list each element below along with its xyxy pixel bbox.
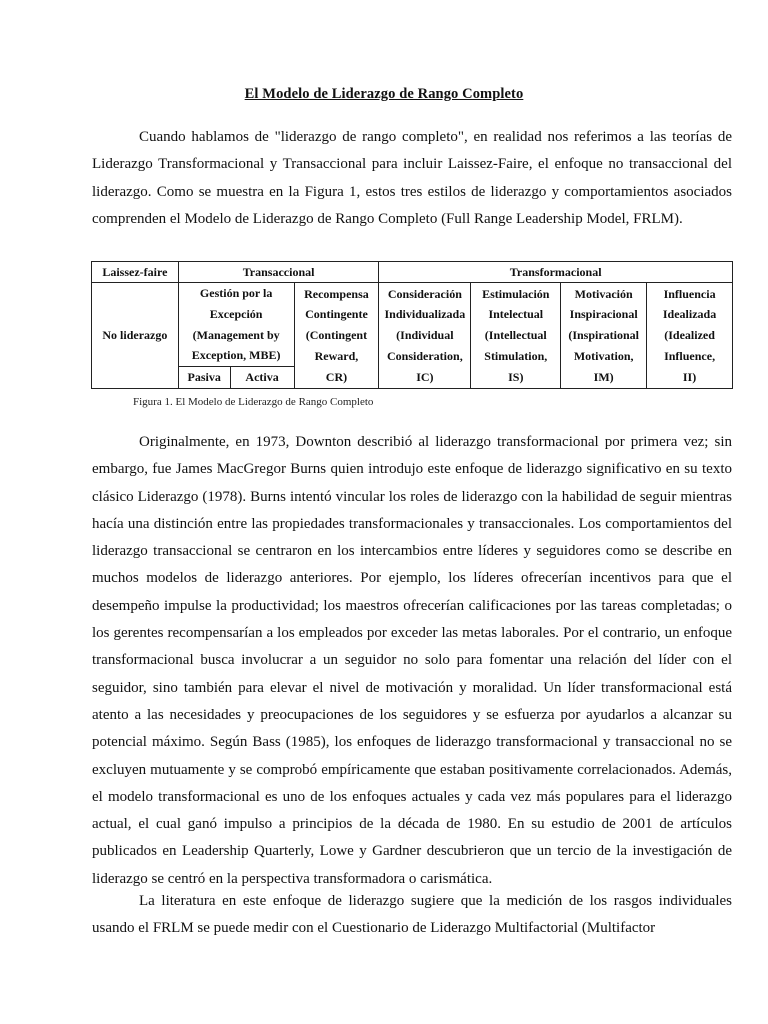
cell-motivacion-inspiracional: Motivación Inspiracional (Inspirational Motivation, IM) xyxy=(561,283,647,389)
cell-consideracion-individualizada: Consideración Individualizada (Individual Consideration, IC) xyxy=(379,283,471,389)
header-transaccional: Transaccional xyxy=(178,262,379,283)
paragraph-history: Originalmente, en 1973, Downton describió al liderazgo transformacional por primera vez; sin embargo, fue James MacGregor Burns quien introdujo este enfoque de liderazgo significativo en su texto clásico Liderazgo (1978). Burns intentó vincular los roles de liderazgo con la habilidad de seguir mientras hacía una distinción entre las propiedades transformacionales y transaccionales. Los comportamientos del liderazgo transaccional se centraron en los intercambios entre líderes y seguidores como se describe en muchos modelos de liderazgo anteriores. Por ejemplo, los líderes ofrecerían incentivos para que el desempeño impulse la productividad; los maestros ofrecerían calificaciones por las tareas completadas; o los gerentes recompensarían a los empleados por exceder las metas laborales. Por el contrario, un enfoque transformacional busca involucrar a un seguidor no solo para fomentar una relación del líder con el seguidor, sino también para elevar el nivel de motivación y moralidad. Un líder transformacional está atento a las necesidades y preocupaciones de los seguidores y se esfuerza por ayudarlos a alcanzar su potencial máximo. Según Bass (1985), los enfoques de liderazgo transformacional y transaccional no se excluyen mutuamente y se comprobó empíricamente que estaban positivamente correlacionados. Además, el modelo transformacional es uno de los enfoques actuales y cada vez más populares para el liderazgo actual, el cual ganó impulso a principios de la década de 1980. En su estudio de 2001 de artículos publicados en Leadership Quarterly, Lowe y Gardner descubrieron que un tercio de la investigación de liderazgo se centró en la perspectiva transformadora o carismática. xyxy=(92,434,732,887)
paragraph-measurement: La literatura en este enfoque de liderazgo sugiere que la medición de los rasgos individuales usando el FRLM se puede medir con el Cuestionario de Liderazgo Multifactorial (Multifactor xyxy=(92,893,732,937)
cell-gestion-excepcion: Gestión por la Excepción (Management by Exception, MBE) xyxy=(178,283,294,367)
frlm-table xyxy=(91,261,733,389)
cell-influencia-idealizada: Influencia Idealizada (Idealized Influence, II) xyxy=(647,283,733,389)
document-title: El Modelo de Liderazgo de Rango Completo xyxy=(244,86,524,102)
cell-estimulacion-intelectual: Estimulación Intelectual (Intellectual Stimulation, IS) xyxy=(471,283,561,389)
header-laissez-faire: Laissez-faire xyxy=(92,262,179,283)
figure-caption: Figura 1. El Modelo de Liderazgo de Rango Completo xyxy=(133,396,374,408)
paragraph-intro: Cuando hablamos de "liderazgo de rango completo", en realidad nos referimos a las teorías de Liderazgo Transformacional y Transaccional para incluir Laissez-Faire, el enfoque no transaccional del liderazgo. Como se muestra en la Figura 1, estos tres estilos de liderazgo y comportamientos asociados comprenden el Modelo de Liderazgo de Rango Completo (Full Range Leadership Model, FRLM). xyxy=(92,129,732,227)
header-transformacional: Transformacional xyxy=(379,262,733,283)
cell-no-liderazgo: No liderazgo xyxy=(92,283,179,389)
cell-recompensa-contingente: Recompensa Contingente (Contingent Reward, CR) xyxy=(294,283,379,389)
cell-activa: Activa xyxy=(230,367,294,389)
cell-pasiva: Pasiva xyxy=(178,367,230,389)
